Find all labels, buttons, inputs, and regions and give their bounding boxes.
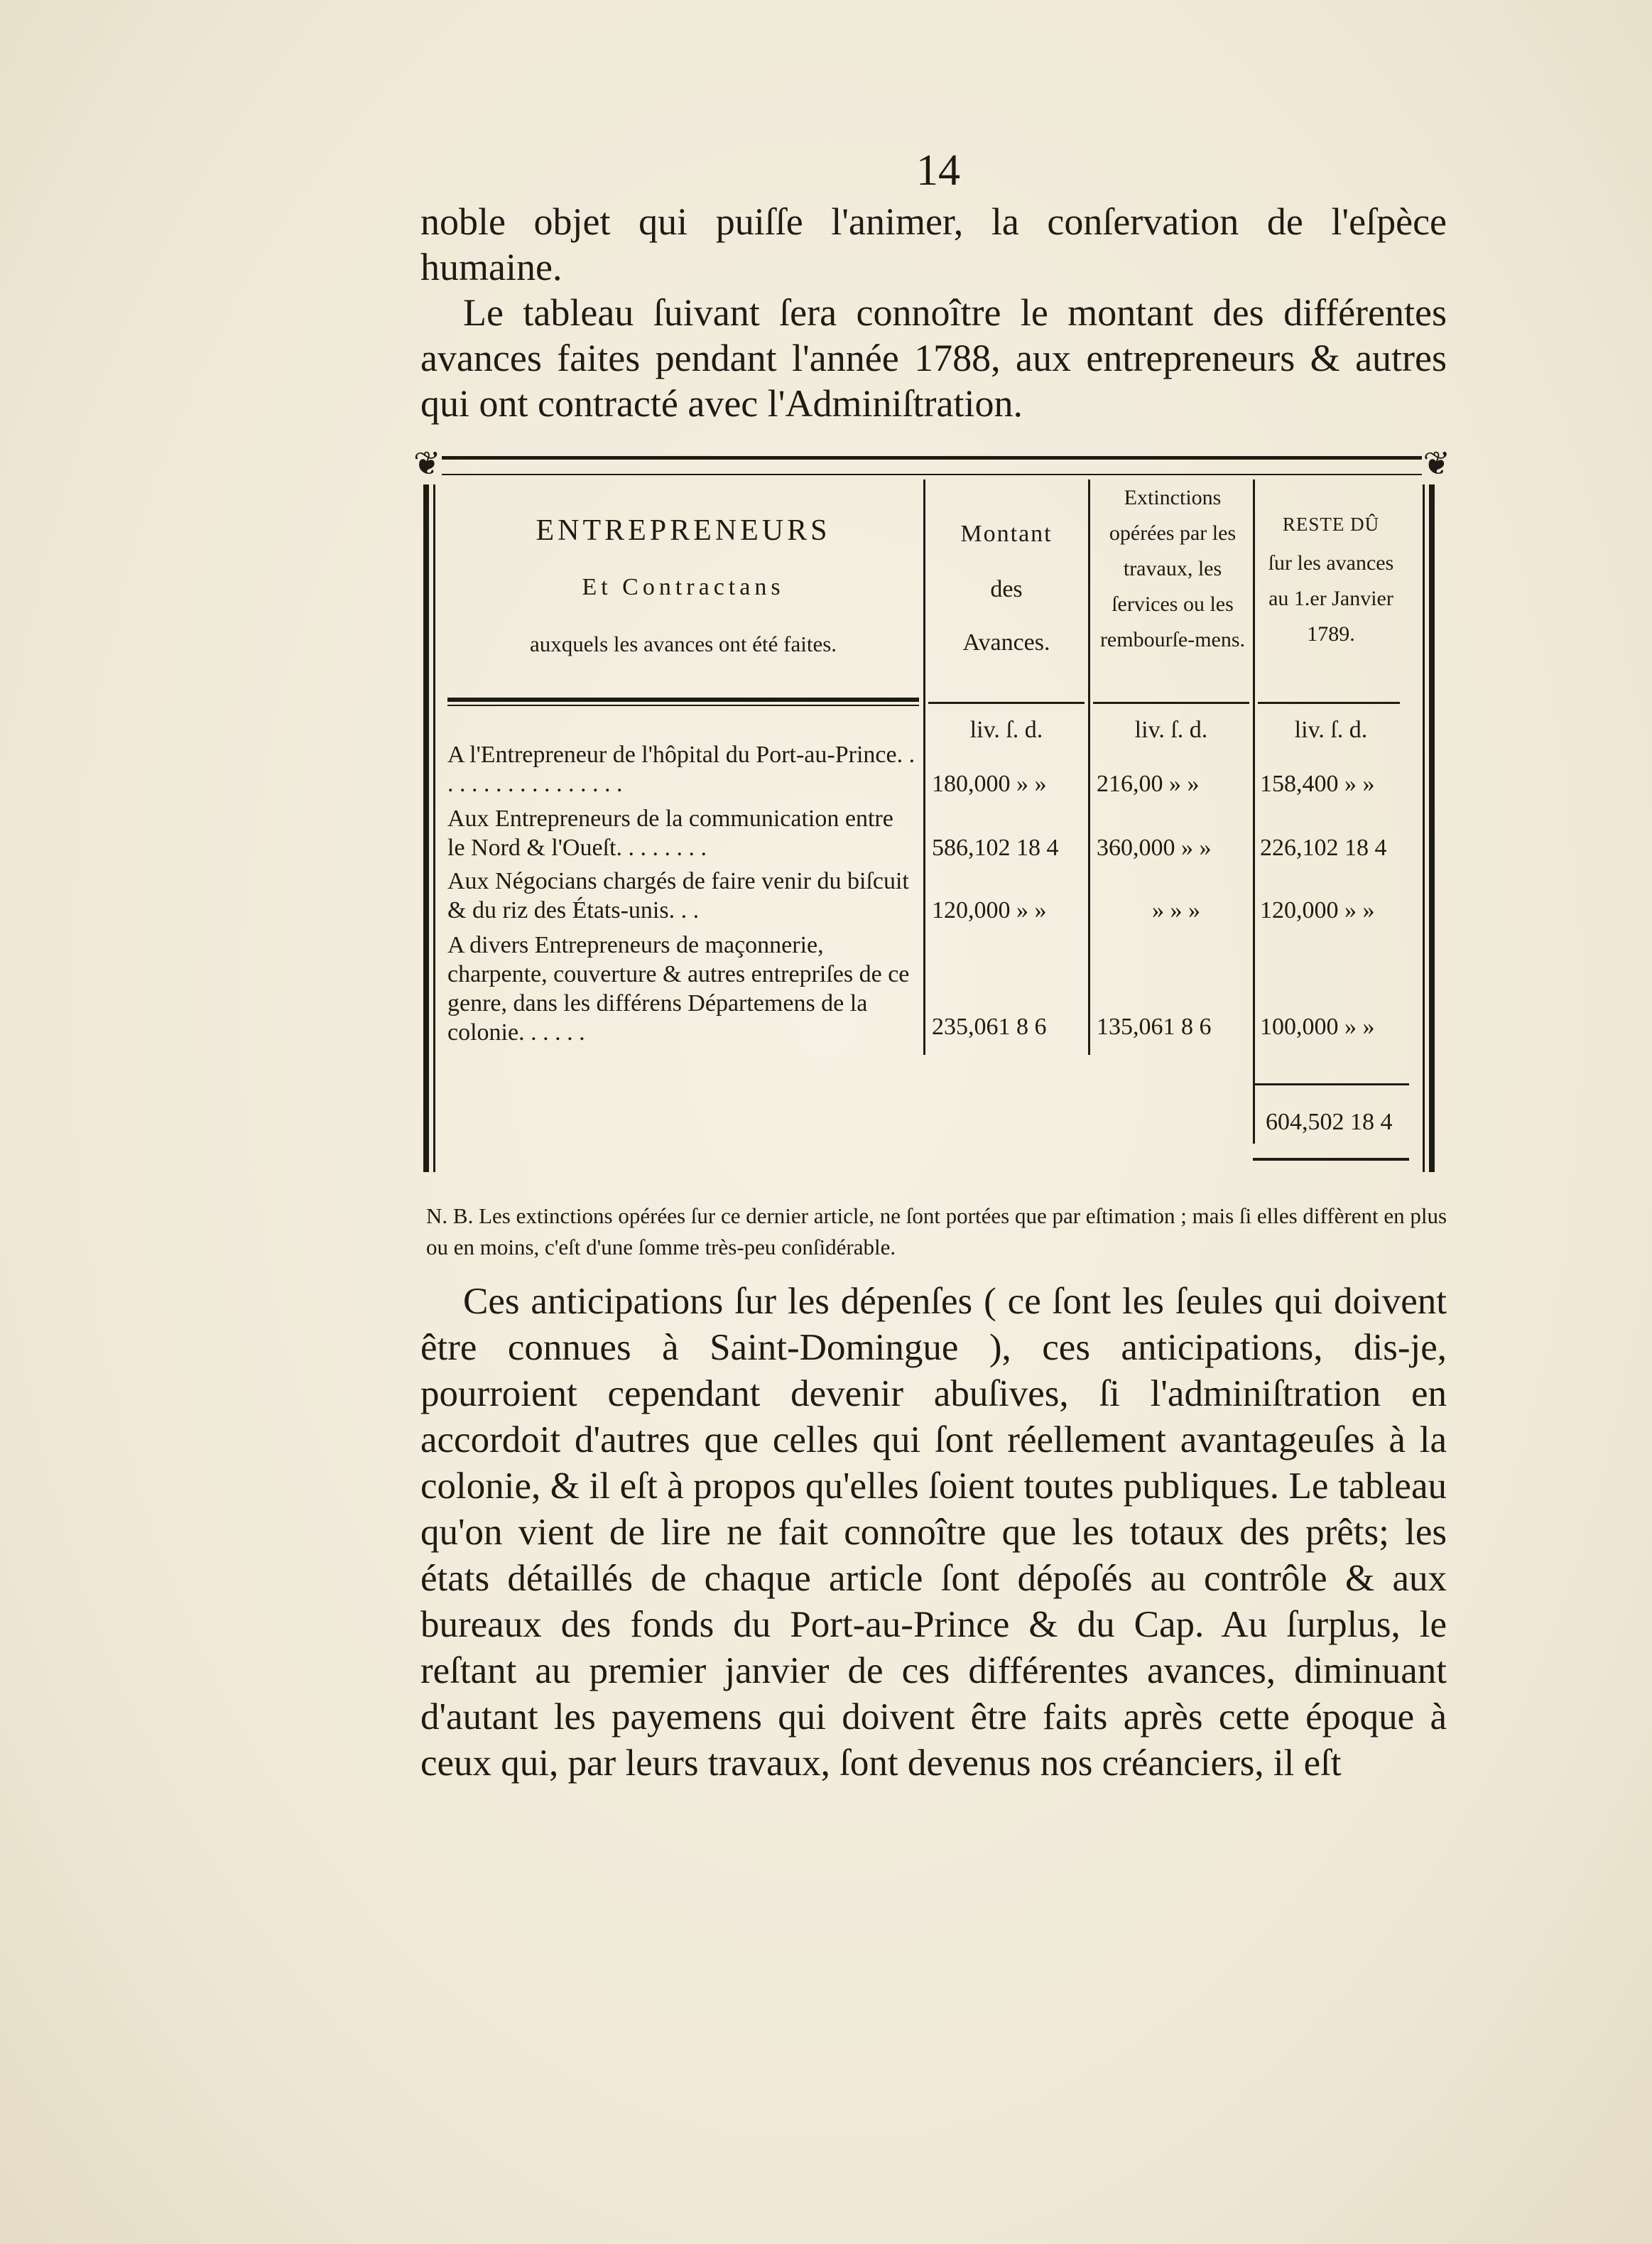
header-reste-note: ſur les avances au 1.er Janvier 1789. [1268, 551, 1394, 646]
closing-paragraph: Ces anticipations ſur les dépenſes ( ce ſont les ſeules qui doivent être connues à Saint-Domingue ), ces anticipations, dis-je, pourroient cependant devenir abuſives, ſi l'adminiſtration en accordoit d'autres que celles qui ſont réellement avantageuſes à la colonie, & il eſt à propos qu'elles ſoient toutes publiques. Le tableau qu'on vient de lire ne fait connoître que les totaux des prêts; les états détaillés de chaque article ſont dépoſés au contrôle & aux bureaux des fonds du Port-au-Prince & du Cap. Au ſurplus, le reſtant au premier janvier de ces différentes avances, diminuant d'autant les payemens qui doivent être faits après cette époque à ceux qui, par leurs travaux, ſont devenus nos créanciers, il eſt [420, 1281, 1447, 1784]
row-label-hopital: A l'Entrepreneur de l'hôpital du Port-au-Prince. . . . . . . . . . . . . . . . . [447, 742, 915, 797]
advances-table [413, 445, 1450, 1176]
row-reste-negocians: 120,000 » » [1260, 897, 1375, 923]
units-reste: liv. ſ. d. [1294, 717, 1368, 743]
intro-text [420, 199, 1447, 426]
row-extinctions-maconnerie: 135,061 8 6 [1097, 1014, 1212, 1040]
col-divider-3 [1253, 479, 1255, 1144]
header-rule-col1-thin [447, 705, 919, 706]
header-rule-col2 [928, 702, 1085, 704]
row-label-communication: Aux Entrepreneurs de la communication entre le Nord & l'Oueſt. . . . . . . . [447, 806, 893, 861]
header-avances: Avances. [962, 629, 1050, 656]
header-contractans: Et Contractans [582, 574, 785, 600]
row-extinctions-hopital: 216,00 » » [1097, 771, 1200, 797]
col-divider-2 [1088, 479, 1090, 1055]
page-number: 14 [916, 146, 960, 195]
row-montant-negocians: 120,000 » » [932, 897, 1047, 923]
header-reste-du: RESTE DÛ [1282, 514, 1380, 535]
ornament-left-icon: ❦ [413, 445, 441, 482]
total-rule-bottom [1253, 1158, 1409, 1161]
table-right-border-inner [1423, 484, 1425, 1172]
total-reste: 604,502 18 4 [1266, 1109, 1393, 1135]
row-extinctions-negocians: » » » [1152, 897, 1200, 923]
row-reste-maconnerie: 100,000 » » [1260, 1014, 1375, 1040]
units-extinctions: liv. ſ. d. [1134, 717, 1208, 743]
row-montant-communication: 586,102 18 4 [932, 835, 1059, 861]
header-rule-col4 [1258, 702, 1400, 704]
header-des: des [990, 576, 1023, 602]
row-label-maconnerie: A divers Entrepreneurs de maçonnerie, charpente, couverture & autres entrepriſes de ce genre, dans les différens Départemens de la colonie. . . . . . [447, 932, 910, 1046]
ornament-right-icon: ❦ [1423, 445, 1450, 482]
intro-paragraph-2: Le tableau ſuivant ſera connoître le montant des différentes avances faites pendant l'année 1788, aux entrepreneurs & autres qui ont contracté avec l'Adminiſtration. [420, 291, 1447, 425]
col-divider-1 [923, 479, 925, 1055]
header-rule-col3 [1093, 702, 1249, 704]
table-left-border-inner [433, 484, 435, 1172]
closing-text [420, 1279, 1447, 1787]
table-right-border [1429, 484, 1435, 1172]
header-rule-col1 [447, 698, 919, 702]
row-montant-maconnerie: 235,061 8 6 [932, 1014, 1047, 1040]
header-col1-note: auxquels les avances ont été faites. [529, 632, 837, 656]
header-montant: Montant [960, 521, 1053, 547]
row-montant-hopital: 180,000 » » [932, 771, 1047, 797]
intro-paragraph-1: noble objet qui puiſſe l'animer, la conſervation de l'eſpèce humaine. [420, 200, 1447, 288]
header-entrepreneurs: ENTREPRENEURS [536, 514, 831, 547]
table-left-border [423, 484, 429, 1172]
row-reste-hopital: 158,400 » » [1260, 771, 1375, 797]
total-rule-top [1253, 1083, 1409, 1085]
units-montant: liv. ſ. d. [969, 717, 1043, 743]
nb-note: N. B. Les extinctions opérées ſur ce dernier article, ne ſont portées que par eſtimation ; mais ſi elles diffèrent en plus ou en moins, c'eſt d'une ſomme très-peu conſidérable. [426, 1203, 1447, 1259]
row-reste-communication: 226,102 18 4 [1260, 835, 1387, 861]
row-extinctions-communication: 360,000 » » [1097, 835, 1212, 861]
row-label-negocians: Aux Négocians chargés de faire venir du biſcuit & du riz des États-unis. . . [447, 868, 909, 923]
header-extinctions: Extinctions opérées par les travaux, les ſervices ou les rembourſe-mens. [1099, 486, 1246, 651]
table-top-rule [442, 456, 1422, 475]
